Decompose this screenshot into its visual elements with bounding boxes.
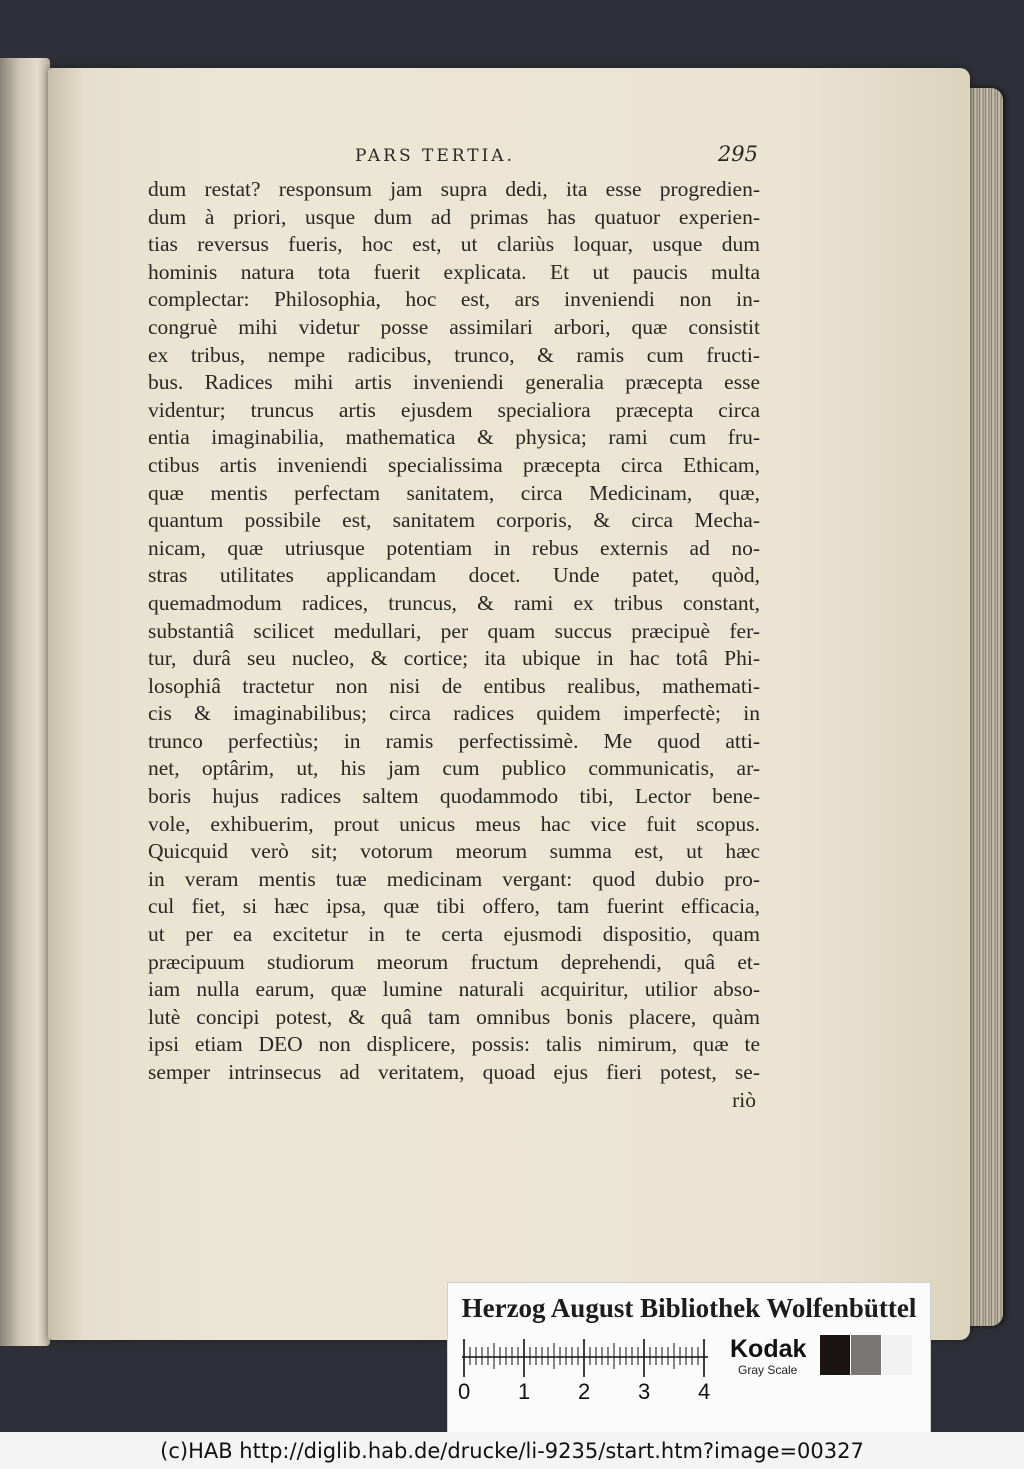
text-line: cis & imaginabilibus; circa radices quidem imperfectè; in [148, 701, 760, 726]
text-line: tur, durâ seu nucleo, & cortice; ita ubique in hac totâ Phi- [148, 646, 760, 671]
text-line: quemadmodum radices, truncus, & rami ex tribus constant, [148, 590, 760, 615]
text-line: entia imaginabilia, mathematica & physica; rami cum fru- [148, 425, 760, 450]
ruler-numbers [456, 1379, 726, 1409]
text-line: substantiâ scilicet medullari, per quam succus præcipuè fer- [148, 618, 760, 643]
text-line: dum restat? responsum jam supra dedi, ita esse progredien- [148, 177, 760, 201]
text-line: tias reversus fueris, hoc est, ut clariùs loquar, usque dum [148, 232, 760, 257]
library-name: Herzog August Bibliothek Wolfenbüttel [461, 1293, 917, 1323]
running-head: PARS TERTIA. [355, 146, 515, 166]
facing-page-edge [0, 58, 50, 1346]
text-line: dum à priori, usque dum ad primas has quatuor experien- [148, 204, 760, 229]
text-line: Quicquid verò sit; votorum meorum summa est, ut hæc [148, 839, 760, 864]
gray-swatch [851, 1335, 881, 1375]
footer-credit: (c)HAB http://diglib.hab.de/drucke/li-9235/start.htm?image=00327 [160, 1439, 864, 1463]
ruler-number: 4 [698, 1379, 711, 1404]
text-line: complectar: Philosophia, hoc est, ars inveniendi non in- [148, 287, 760, 312]
text-line: nicam, quæ utriusque potentiam in rebus externis ad no- [148, 535, 760, 560]
gray-swatch [882, 1335, 912, 1375]
text-line: ex tribus, nempe radicibus, trunco, & ramis cum fructi- [148, 342, 760, 367]
text-line: cul fiet, si hæc ipsa, quæ tibi offero, tam fuerint efficacia, [148, 894, 760, 919]
text-line: ipsi etiam DEO non displicere, possis: talis nimirum, quæ te [148, 1032, 760, 1057]
text-line: hominis natura tota fuerit explicata. Et ut paucis multa [148, 259, 760, 284]
text-line: losophiâ tractetur non nisi de entibus realibus, mathemati- [148, 673, 760, 698]
kodak-logo: Kodak [730, 1335, 807, 1363]
gray-swatch [820, 1335, 850, 1375]
page-header [148, 142, 758, 172]
text-line: net, optârim, ut, his jam cum publico communicatis, ar- [148, 756, 760, 781]
text-line: trunco perfectiùs; in ramis perfectissimè. Me quod atti- [148, 728, 760, 753]
catchword: riò [732, 1087, 756, 1112]
text-line: iam nulla earum, quæ lumine naturali acquiritur, utilior abso- [148, 977, 760, 1002]
body-text [148, 176, 760, 1114]
gray-scale-label: Gray Scale [738, 1363, 798, 1377]
text-line: quæ mentis perfectam sanitatem, circa Medicinam, quæ, [148, 480, 760, 505]
ruler-scale [462, 1335, 718, 1381]
ruler-number: 2 [578, 1379, 591, 1404]
ruler-number: 1 [518, 1379, 531, 1404]
text-line: congruè mihi videtur posse assimilari arbori, quæ consistit [148, 314, 760, 339]
text-line: semper intrinsecus ad veritatem, quoad ejus fieri potest, se- [148, 1060, 760, 1084]
text-line: bus. Radices mihi artis inveniendi generalia præcepta esse [148, 370, 760, 395]
ruler-number: 0 [458, 1379, 471, 1404]
text-line: quantum possibile est, sanitatem corporis, & circa Mecha- [148, 508, 760, 533]
text-line: vole, exhibuerim, prout unicus meus hac vice fuit scopus. [148, 811, 760, 836]
text-line: in veram mentis tuæ medicinam vergant: quod dubio pro- [148, 866, 760, 891]
text-line: præcipuum studiorum meorum fructum deprehendi, quâ et- [148, 949, 760, 974]
text-line: stras utilitates applicandam docet. Unde patet, quòd, [148, 563, 760, 588]
text-line: ctibus artis inveniendi specialissima præcepta circa Ethicam, [148, 452, 760, 477]
gray-swatches [820, 1335, 916, 1375]
text-line: boris hujus radices saltem quodammodo tibi, Lector bene- [148, 784, 760, 809]
text-line: ut per ea excitetur in te certa ejusmodi dispositio, quam [148, 922, 760, 947]
page-number: 295 [717, 142, 758, 166]
text-line: lutè concipi potest, & quâ tam omnibus bonis placere, quàm [148, 1004, 760, 1029]
text-line: videntur; truncus artis ejusdem specialiora præcepta circa [148, 397, 760, 422]
color-target-card [447, 1282, 931, 1432]
ruler-number: 3 [638, 1379, 651, 1404]
